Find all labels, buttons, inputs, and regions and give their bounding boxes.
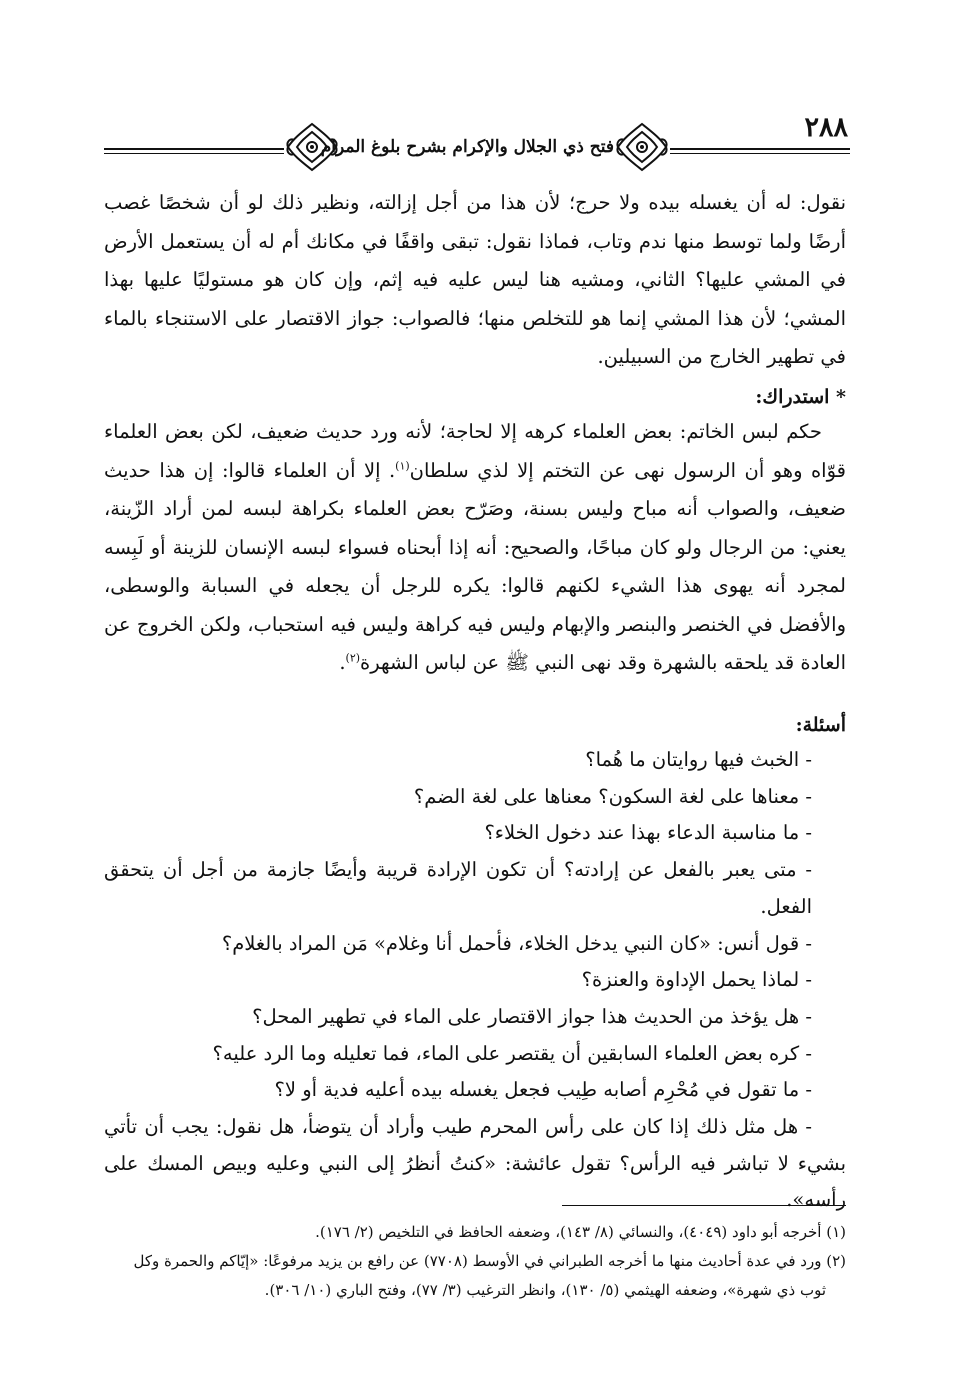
page-header	[104, 112, 850, 174]
question-item: - الخبث فيها روايتان ما هُما؟	[585, 748, 812, 771]
question-item: - قول أنس: «كان النبي يدخل الخلاء، فأحمل أنا وغلام» مَن المراد بالغلام؟	[221, 931, 812, 955]
questions-heading: أسئلة:	[795, 714, 846, 736]
ring-text-part-3: .	[339, 651, 346, 674]
question-item: - هل يؤخذ من الحديث هذا جواز الاقتصار على الماء في تطهير المحل؟	[252, 1004, 812, 1028]
footnote-2: (٢) ورد في عدة أحاديث منها ما أخرجه الطبراني في الأوسط (٧٧٠٨) عن رافع بن يزيد مرفوعًا: «إيّاكم والحمرة وكل	[133, 1252, 846, 1270]
question-item: - ما مناسبة الدعاء بهذا عند دخول الخلاء؟	[484, 821, 812, 845]
page-number: ٢٨٨	[804, 112, 848, 143]
footnote-1: (١) أخرجه أبو داود (٤٠٤٩)، والنسائي (٨/ ١٤٣)، وضعفه الحافظ في التلخيص (٢/ ١٧٦).	[315, 1223, 846, 1241]
main-text	[104, 184, 846, 377]
istidrak-heading: * استدراك:	[755, 386, 846, 408]
footnote-marker-2[interactable]: (٢)	[345, 651, 361, 665]
floral-ornament-icon	[614, 120, 670, 174]
question-item: - هل مثل ذلك إذا كان على رأس المحرم طيب وأراد أن يتوضأ، هل نقول: يجب أن تأتي بشيء لا تباشر فيه الرأس؟ تقول عائشة: «كنتُ أنظرُ إلى النبي وعليه وبيص المسك على رأسه».	[104, 1115, 846, 1212]
ring-text-part-2: . إلا أن العلماء قالوا: إن هذا حديث ضعيف، والصواب أنه مباح وليس بسنة، وصَرّح بعض العلماء بكراهة لبسه لمن أراد الزّينة، يعني: من الرجال ولو كان مباحًا، والصحيح: أنه إذا أبحناه فسواء لبسه الإنسان للزينة أو لَبِسه لمجرد أنه يهوى هذا الشيء لكنهم قالوا: يكره للرجل أن يجعله في السبابة والوسطى، والأفضل في الخنصر والبنصر والإبهام وليس فيه كراهة وليس فيه استحباب، ولكن الخروج عن العادة قد يلحقه بالشهرة وقد نهى النبي ﷺ عن لباس الشهرة	[104, 458, 846, 674]
questions-list	[104, 742, 846, 1219]
footnote-marker-1[interactable]: (١)	[395, 459, 410, 472]
paragraph-continuation: نقول: له أن يغسله بيده ولا حرج؛ لأن هذا من أجل إزالته، ونظير ذلك لو أن شخصًا غصب أرضًا ولما توسط منها ندم وتاب، فماذا نقول: تبقى واقفًا في مكانك أم له أن يستعمل الأرض في المشي عليها؟ الثاني، ومشيه هنا ليس عليه فيه إثم، وإن كان هو مستوليًا عليها بهذا المشي؛ لأن هذا المشي إنما هو للتخلص منها؛ فالصواب: جواز الاقتصار على الاستنجاء بالماء في تطهير الخارج من السبيلين.	[104, 191, 846, 368]
ring-ruling-paragraph	[104, 413, 846, 683]
running-title: فتح ذي الجلال والإكرام بشرح بلوغ المرام	[340, 132, 614, 162]
footnote-2-continuation: ثوب ذي شهرة»، وضعفه الهيثمي (٥/ ١٣٠)، وانظر الترغيب (٣/ ٧٧)، وفتح الباري (١٠/ ٣٠٦).	[264, 1281, 826, 1299]
ring-ruling-section	[104, 413, 846, 683]
footnote-divider	[562, 1205, 846, 1206]
question-item: - ما تقول في مُحْرِم أصابه طِيب فجعل يغسله بيده أعليه فدية أو لا؟	[274, 1078, 812, 1102]
question-item: - لماذا يحمل الإداوة والعنزة؟	[581, 968, 812, 992]
question-item: - كره بعض العلماء السابقين أن يقتصر على الماء، فما تعليله وما الرد عليه؟	[212, 1041, 812, 1065]
question-item: - معناها على لغة السكون؟ معناها على لغة الضم؟	[413, 784, 812, 808]
footnotes	[104, 1218, 846, 1305]
question-item: - متى يعبر بالفعل عن إرادته؟ أن تكون الإرادة قريبة وأيضًا جازمة من أجل أن يتحقق الفعل.	[104, 858, 812, 918]
ring-text-part-1: حكم لبس الخاتم: بعض العلماء كرهه إلا لحاجة؛ لأنه ورد حديث ضعيف، لكن بعض العلماء قوّاه وهو أن الرسول نهى عن التختم إلا لذي سلطان	[104, 420, 846, 482]
